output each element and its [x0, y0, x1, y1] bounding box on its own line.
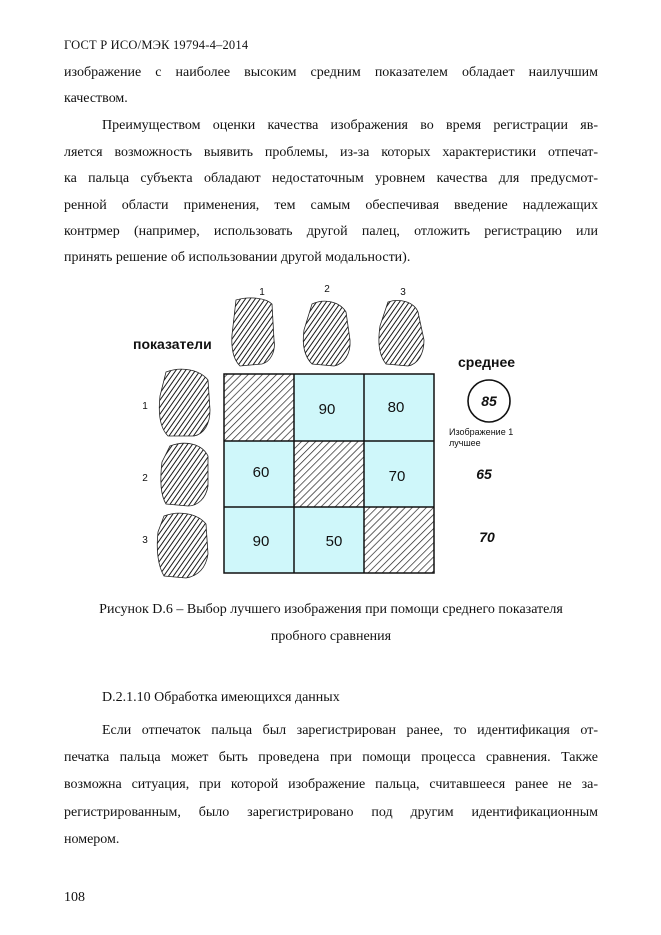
diagonal-cell: [294, 441, 364, 507]
para2-line-1: Если отпечаток пальца был зарегистрирован ранее, то идентификация от-: [102, 723, 598, 738]
figure-caption-line-2: пробного сравнения: [270, 629, 392, 644]
average-value: 70: [479, 529, 495, 545]
para1-line-1: Преимуществом оценки качества изображения во время регистрации яв-: [102, 118, 598, 133]
score-value: 70: [388, 468, 406, 485]
score-value: 90: [318, 401, 336, 418]
document-header: ГОСТ Р ИСО/МЭК 19794-4–2014: [64, 38, 249, 52]
fingerprint-icon: [161, 443, 208, 506]
para2-line-5: номером.: [64, 832, 120, 847]
label-average: среднее: [458, 354, 516, 370]
fingerprint-icon: [232, 298, 275, 366]
para1-line-3: ка пальца субъекта обладают недостаточным уровнем качества для предусмот-: [64, 171, 598, 186]
para1-line-4: ренной области применения, тем самым обеспечивая введение надлежащих: [64, 198, 598, 213]
para1-line-6: принять решение об использовании другой модальности).: [64, 250, 411, 265]
para2-line-3: возможна ситуация, при которой изображение пальца, считавшееся ранее не за-: [64, 777, 598, 792]
average-value: 65: [476, 466, 492, 482]
para2-line-2: печатка пальца может быть проведена при помощи процесса сравнения. Также: [64, 750, 598, 765]
fingerprint-icon: [379, 300, 424, 366]
para1-line-2: ляется возможность выявить проблемы, из-за которых характеристики отпечат-: [64, 145, 598, 160]
best-note: лучшее: [449, 438, 481, 448]
page-number: 108: [64, 890, 85, 905]
average-value: 85: [481, 393, 497, 409]
score-value: 80: [387, 399, 405, 416]
fingerprint-icon: [157, 513, 208, 578]
diagonal-cell: [224, 374, 294, 441]
column-number: 2: [324, 284, 330, 295]
para1-line-5: контрмер (например, использовать другой палец, отложить регистрацию или: [64, 224, 598, 239]
label-scores: показатели: [133, 336, 212, 352]
row-number: 2: [142, 473, 148, 484]
row-number: 1: [142, 401, 148, 412]
score-value: 90: [252, 533, 270, 550]
diagonal-cell: [364, 507, 434, 573]
intro-line-1: изображение с наиболее высоким средним показателем обладает наилучшим: [64, 65, 598, 80]
fingerprint-icon: [303, 301, 350, 366]
row-number: 3: [142, 535, 148, 546]
column-number: 3: [400, 287, 406, 298]
column-number: 1: [259, 287, 265, 298]
best-note: Изображение 1: [449, 427, 514, 437]
para2-line-4: регистрированным, было зарегистрировано под другим идентификационным: [64, 805, 598, 820]
score-value: 60: [252, 464, 270, 481]
fingerprint-icon: [159, 369, 210, 436]
score-value: 50: [325, 533, 343, 550]
section-heading: D.2.1.10 Обработка имеющихся данных: [102, 690, 340, 705]
figure-caption-line-1: Рисунок D.6 – Выбор лучшего изображения при помощи среднего показателя: [99, 602, 563, 617]
intro-line-2: качеством.: [64, 91, 128, 106]
